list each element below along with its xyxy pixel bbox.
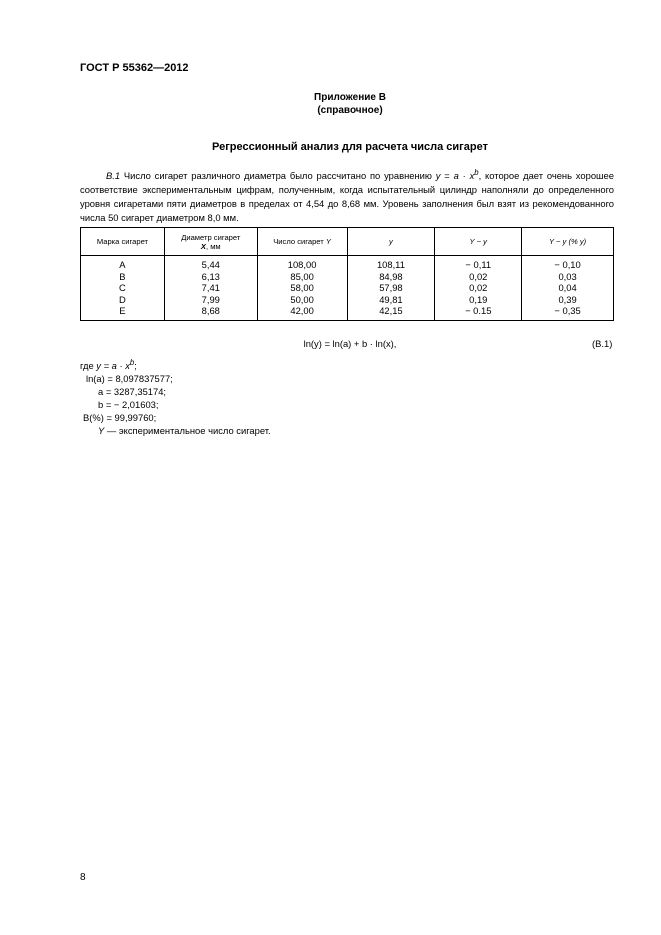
- where-word: где: [80, 360, 97, 372]
- cell-diff: 0,02: [435, 282, 522, 294]
- header-pct-text: Y − y (% y): [548, 237, 587, 246]
- header-count: [257, 228, 347, 256]
- eq-dot: ·: [458, 170, 470, 182]
- cell-count: 42,00: [257, 305, 347, 320]
- regression-formula: ln(y) = ln(a) + b · ln(x),: [303, 338, 397, 349]
- cell-brand: B: [81, 271, 165, 283]
- table-header-row: [81, 228, 614, 256]
- where-end: ;: [134, 360, 137, 372]
- where-eq-exp: b: [129, 358, 135, 367]
- header-pct: [522, 228, 614, 256]
- header-count-text: Число сигарет: [273, 237, 326, 246]
- table-row: [81, 271, 614, 283]
- cell-diff: − 0.15: [435, 305, 522, 320]
- definition-a: a = 3287,35174;: [98, 386, 167, 398]
- table-row: [81, 282, 614, 294]
- header-diameter-unit: , мм: [205, 241, 221, 251]
- header-diameter: [164, 228, 257, 256]
- formula-number: (В.1): [592, 338, 613, 349]
- eq-mid: =: [440, 170, 454, 182]
- definition-Y: [80, 424, 271, 437]
- cell-y: 42,15: [347, 305, 435, 320]
- cell-brand: C: [81, 282, 165, 294]
- definition-B: B(%) = 99,99760;: [83, 412, 157, 424]
- table-row: [81, 294, 614, 306]
- cell-diameter: 5,44: [164, 256, 257, 271]
- table-row: [81, 256, 614, 271]
- cell-pct: − 0,10: [522, 256, 614, 271]
- definition-Y-sym: Y: [98, 425, 105, 437]
- cell-brand: D: [81, 294, 165, 306]
- cell-y: 108,11: [347, 256, 435, 271]
- cell-count: 50,00: [257, 294, 347, 306]
- appendix-title: Приложение В: [314, 92, 386, 103]
- cell-diff: 0,19: [435, 294, 522, 306]
- section-title: Регрессионный анализ для расчета числа сигарет: [212, 141, 488, 153]
- definition-where: [80, 356, 271, 372]
- standard-code: ГОСТ Р 55362—2012: [80, 62, 189, 74]
- eq-y: y: [435, 170, 441, 182]
- cell-brand: A: [81, 256, 165, 271]
- paragraph-text-1: Число сигарет различного диаметра было рассчитано по уравнению: [120, 170, 436, 182]
- cell-pct: 0,39: [522, 294, 614, 306]
- header-count-Y: Y: [325, 237, 331, 246]
- page-number: 8: [80, 872, 86, 883]
- cell-diameter: 7,99: [164, 294, 257, 306]
- eq-b: b: [474, 168, 479, 177]
- cell-y: 49,81: [347, 294, 435, 306]
- header-diameter-text: Диаметр сигарет: [181, 232, 241, 242]
- regression-table: [80, 227, 614, 321]
- cell-diameter: 7,41: [164, 282, 257, 294]
- cell-y: 84,98: [347, 271, 435, 283]
- definition-Y-text: — экспериментальное число сигарет.: [104, 425, 271, 437]
- header-diameter-x: X: [200, 241, 206, 251]
- where-eq: y = a · x: [96, 360, 130, 372]
- cell-count: 108,00: [257, 256, 347, 271]
- cell-pct: − 0,35: [522, 305, 614, 320]
- cell-count: 58,00: [257, 282, 347, 294]
- eq-x: x: [469, 170, 475, 182]
- cell-count: 85,00: [257, 271, 347, 283]
- paragraph-number: В.1: [106, 170, 121, 182]
- cell-diff: 0,02: [435, 271, 522, 283]
- definition-b: b = − 2,01603;: [98, 399, 159, 411]
- header-diff: [435, 228, 522, 256]
- cell-pct: 0,03: [522, 271, 614, 283]
- cell-y: 57,98: [347, 282, 435, 294]
- header-diff-text: Y − y: [469, 237, 487, 246]
- paragraph-b1: [80, 166, 614, 225]
- paragraph-text-2: , которое дает очень хорошее соответствие экспериментальным цифрам, полученным, когда испытательный цилиндр наполняли до определенного уровня сигаретами пяти диаметров в пределах от 4,54 до 8,68 мм. Уровень заполнения был взят из рекомендованного числа 50 сигарет диаметром 8,0 мм.: [80, 170, 614, 224]
- definitions-list: [80, 356, 271, 437]
- header-brand: Марка сигарет: [81, 228, 165, 256]
- header-y-sym: y: [389, 237, 393, 246]
- appendix-heading: [0, 91, 661, 117]
- table-row: [81, 305, 614, 320]
- definition-ln-a: ln(a) = 8,097837577;: [86, 373, 173, 385]
- cell-pct: 0,04: [522, 282, 614, 294]
- cell-diameter: 8,68: [164, 305, 257, 320]
- cell-brand: E: [81, 305, 165, 320]
- appendix-subtitle: (справочное): [317, 105, 383, 116]
- header-y: [347, 228, 435, 256]
- eq-a: a: [453, 170, 459, 182]
- cell-diameter: 6,13: [164, 271, 257, 283]
- cell-diff: − 0,11: [435, 256, 522, 271]
